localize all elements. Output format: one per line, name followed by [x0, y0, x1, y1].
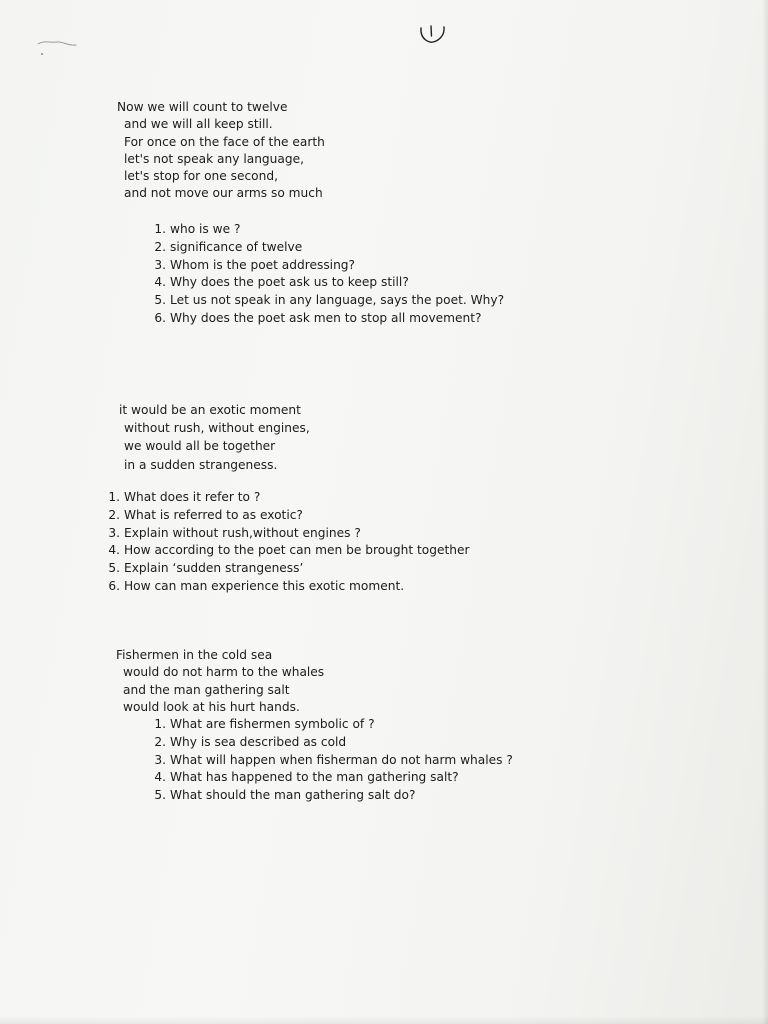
question-text: Why is sea described as cold — [170, 734, 347, 749]
question-number: 6. — [154, 310, 166, 325]
paper-bottom-shadow — [0, 1016, 768, 1024]
question-number: 6. — [108, 578, 120, 593]
question-number: 2. — [108, 507, 120, 522]
question-text: Let us not speak in any language, says the poet. Why? — [170, 293, 505, 308]
poem-line: would look at his hurt hands. — [123, 699, 300, 714]
question-number: 5. — [108, 561, 120, 576]
question-text: Why does the poet ask us to keep still? — [170, 275, 409, 290]
question-number: 1. — [154, 222, 166, 236]
paper-edge-shadow — [762, 0, 768, 1024]
question-number: 1. — [108, 490, 120, 504]
question-text: Explain without rush,without engines ? — [124, 525, 361, 540]
question-number: 3. — [154, 752, 166, 767]
poem-stanza-1 — [117, 99, 325, 203]
question-text: What does it refer to ? — [124, 490, 261, 504]
question-number: 3. — [108, 525, 120, 540]
question-number: 5. — [154, 788, 166, 803]
question-number: 5. — [154, 293, 166, 308]
question-text: What will happen when fisherman do not harm whales ? — [170, 752, 513, 767]
poem-line: Fishermen in the cold sea — [116, 648, 273, 662]
question-number: 2. — [154, 239, 166, 254]
question-number: 1. — [154, 717, 166, 731]
poem-line: and not move our arms so much — [124, 186, 323, 201]
poem-line: without rush, without engines, — [124, 421, 310, 436]
question-text: significance of twelve — [170, 239, 303, 254]
poem-line: and the man gathering salt — [123, 682, 290, 697]
question-number: 3. — [154, 257, 166, 272]
question-text: What is referred to as exotic? — [124, 507, 303, 522]
question-text: who is we ? — [170, 222, 241, 236]
question-text: Why does the poet ask men to stop all movement? — [170, 310, 482, 325]
poem-line: Now we will count to twelve — [117, 100, 288, 114]
poem-line: we would all be together — [124, 439, 276, 454]
question-text: Explain ‘sudden strangeness’ — [124, 561, 304, 576]
poem-line: would do not harm to the whales — [123, 665, 325, 680]
poem-stanza-2 — [119, 401, 310, 474]
question-text: What are fishermen symbolic of ? — [170, 717, 375, 731]
poem-line: it would be an exotic moment — [119, 403, 301, 417]
poem-line: in a sudden strangeness. — [124, 457, 278, 472]
pencil-smudge — [36, 38, 80, 62]
question-text: How can man experience this exotic moment. — [124, 578, 405, 593]
poem-stanza-3 — [116, 647, 324, 716]
question-text: What should the man gathering salt do? — [170, 788, 416, 803]
question-number: 4. — [154, 275, 166, 290]
question-text: What has happened to the man gathering salt? — [170, 770, 459, 785]
question-number: 4. — [154, 770, 166, 785]
handwritten-page-mark — [418, 22, 448, 46]
poem-line: and we will all keep still. — [124, 117, 273, 132]
question-text: Whom is the poet addressing? — [170, 257, 356, 272]
question-text: How according to the poet can men be brought together — [124, 543, 470, 558]
question-number: 2. — [154, 734, 166, 749]
poem-line: let's stop for one second, — [124, 169, 278, 184]
poem-line: For once on the face of the earth — [124, 134, 325, 149]
poem-line: let's not speak any language, — [124, 151, 304, 166]
question-number: 4. — [108, 543, 120, 558]
